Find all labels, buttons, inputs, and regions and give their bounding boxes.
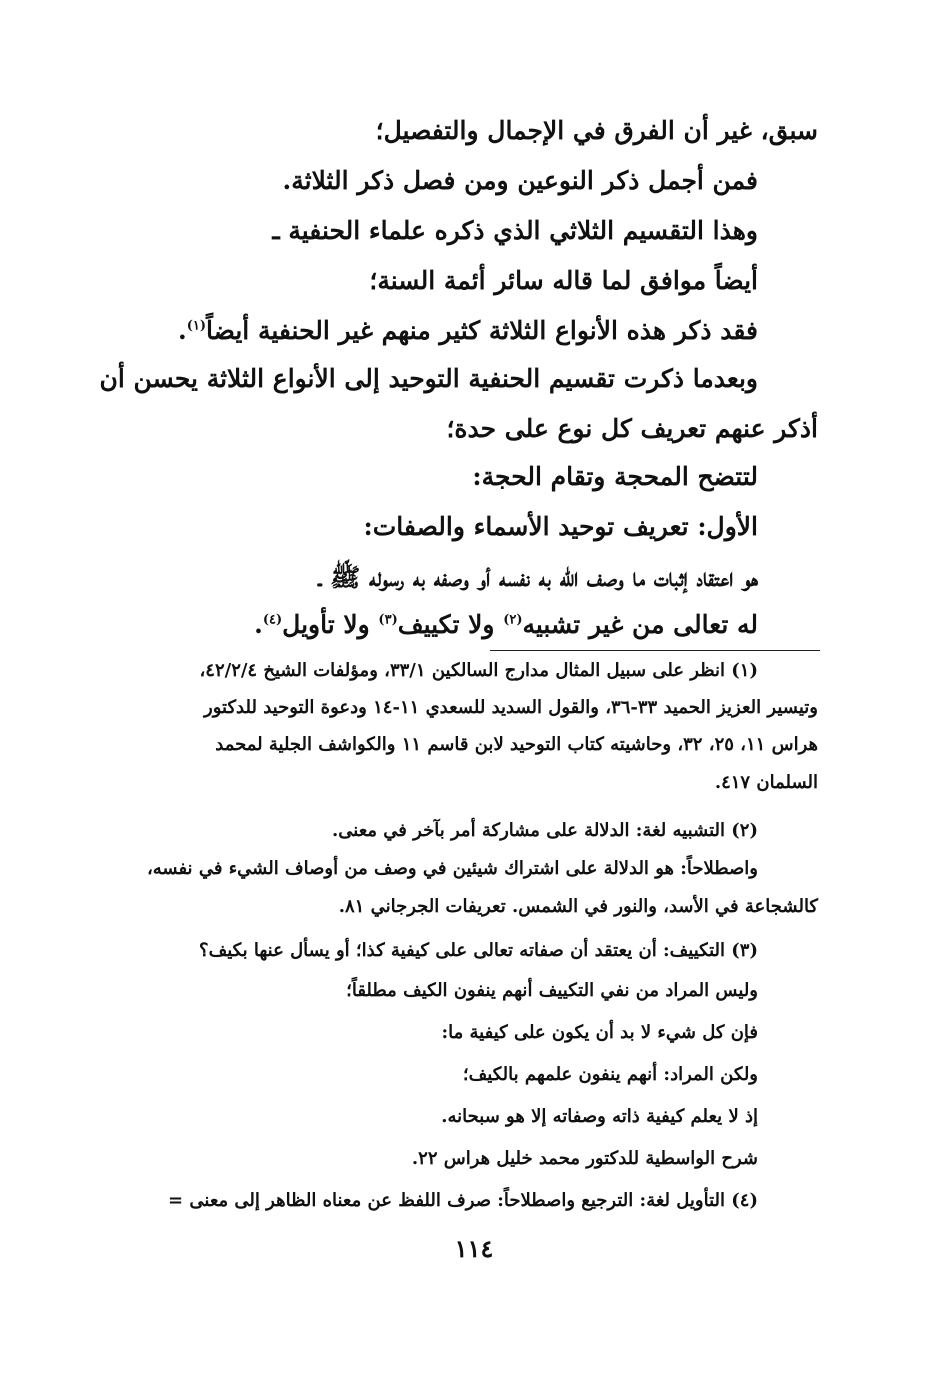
footnote-line-5: (٢) التشبيه لغة: الدلالة على مشاركة أمر بآخر في معنى.	[332, 820, 758, 841]
main-line-5: فقد ذكر هذه الأنواع الثلاثة كثير منهم غير الحنفية أيضاً$^{(١)}$.	[178, 316, 758, 345]
footnote-line-7: كالشجاعة في الأسد، والنور في الشمس. تعريفات الجرجاني ٨١.	[338, 896, 818, 917]
main-line-1: سبق، غير أن الفرق في الإجمال والتفصيل؛	[375, 116, 818, 145]
main-line-8: لتتضح المحجة وتقام الحجة:	[472, 462, 758, 491]
footnote-separator	[490, 650, 820, 651]
footnote-line-13: شرح الواسطية للدكتور محمد خليل هراس ٢٢.	[411, 1148, 758, 1169]
main-line-9-heading: الأول: تعريف توحيد الأسماء والصفات:	[363, 512, 758, 541]
main-line-10: هو اعتقاد إثبات ما وصف الله به نفسه أو وصفه به رسوله ﷺ ـ	[318, 563, 758, 592]
footnote-line-9: وليس المراد من نفي التكييف أنهم ينفون الكيف مطلقاً؛	[346, 980, 758, 1001]
footnote-line-10: فإن كل شيء لا بد أن يكون على كيفية ما:	[441, 1022, 758, 1043]
footnote-line-3: هراس ١١، ٢٥، ٣٢، وحاشيته كتاب التوحيد لابن قاسم ١١ والكواشف الجلية لمحمد	[215, 734, 818, 755]
footnote-line-6: واصطلاحاً: هو الدلالة على اشتراك شيئين في وصف من أوصاف الشيء في نفسه،	[146, 858, 758, 879]
footnote-line-4: السلمان ٤١٧.	[714, 772, 818, 793]
page-number: ١١٤	[454, 1234, 494, 1263]
footnote-line-11: ولكن المراد: أنهم ينفون علمهم بالكيف؛	[462, 1064, 758, 1085]
footnote-ref-4: (٤)	[262, 612, 283, 628]
main-line-11: له تعالى من غير تشبيه$^{(٢)}$ ولا تكييف$^{(٣)}$ ولا تأويل$^{(٤)}$.	[254, 610, 758, 639]
footnote-line-1: (١) انظر على سبيل المثال مدارج السالكين ٣٣/١، ومؤلفات الشيخ ٤٢/٢/٤،	[199, 660, 758, 681]
footnote-ref-3: (٣)	[378, 612, 398, 628]
footnote-line-2: وتيسير العزيز الحميد ٣٣-٣٦، والقول السديد للسعدي ١١-١٤ ودعوة التوحيد للدكتور	[204, 697, 818, 718]
main-line-6: وبعدما ذكرت تقسيم الحنفية التوحيد إلى الأنواع الثلاثة يحسن أن	[99, 364, 758, 393]
footnote-ref-1: (١)	[186, 318, 207, 334]
main-line-2: فمن أجمل ذكر النوعين ومن فصل ذكر الثلاثة.	[282, 166, 758, 195]
footnote-line-8: (٣) التكييف: أن يعتقد أن صفاته تعالى على كيفية كذا؛ أو يسأل عنها بكيف؟	[199, 940, 758, 961]
main-line-3: وهذا التقسيم الثلاثي الذي ذكره علماء الحنفية ـ	[272, 216, 758, 245]
footnote-line-14: (٤) التأويل لغة: الترجيع واصطلاحاً: صرف اللفظ عن معناه الظاهر إلى معنى =	[168, 1190, 758, 1211]
footnote-ref-2: (٢)	[503, 612, 523, 628]
main-line-4: أيضاً موافق لما قاله سائر أئمة السنة؛	[369, 266, 758, 295]
footnote-line-12: إذ لا يعلم كيفية ذاته وصفاته إلا هو سبحانه.	[441, 1106, 758, 1127]
main-line-7: أذكر عنهم تعريف كل نوع على حدة؛	[446, 414, 818, 443]
